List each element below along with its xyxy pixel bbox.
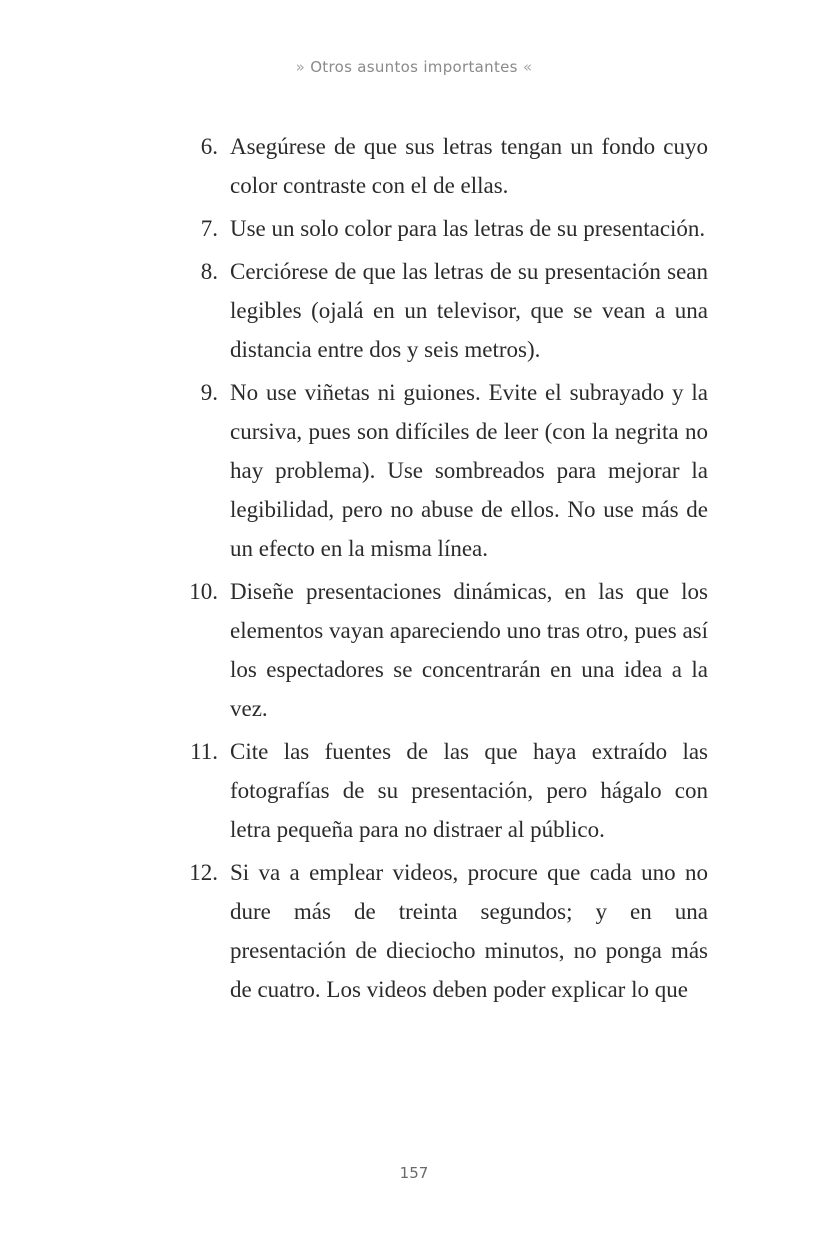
list-item-text: No use viñetas ni guiones. Evite el subrayado y la cursiva, pues son difíciles de leer (con la negrita no hay problema). Use sombreados para mejorar la legibilidad, pero no abuse de ellos. No use más de un efecto en la misma línea. — [230, 380, 708, 561]
list-item-number: 7. — [200, 216, 218, 241]
list-item-number: 9. — [200, 380, 218, 405]
list-item — [0, 209, 828, 248]
numbered-list — [0, 127, 828, 1013]
list-item-text: Asegúrese de que sus letras tengan un fondo cuyo color contraste con el de ellas. — [230, 134, 708, 198]
list-item-text: Use un solo color para las letras de su presentación. — [230, 216, 706, 241]
header-title: Otros asuntos importantes — [310, 58, 518, 76]
list-item — [0, 127, 828, 205]
list-item-number: 12. — [189, 860, 218, 885]
header-left-mark: » — [295, 58, 306, 76]
list-item-number: 11. — [190, 739, 218, 764]
running-header — [0, 58, 828, 76]
header-right-mark: « — [522, 58, 533, 76]
list-item — [0, 572, 828, 728]
list-item-number: 6. — [200, 134, 218, 159]
list-item — [0, 853, 828, 1009]
list-item — [0, 252, 828, 369]
page-number: 157 — [399, 1164, 429, 1182]
list-item-text: Cerciórese de que las letras de su presentación sean legibles (ojalá en un televisor, que se vean a una distancia entre dos y seis metros). — [230, 259, 708, 362]
list-item-text: Cite las fuentes de las que haya extraído las fotografías de su presentación, pero hágalo con letra pequeña para no distraer al público. — [230, 739, 708, 842]
list-item-text: Diseñe presentaciones dinámicas, en las que los elementos vayan apareciendo uno tras otro, pues así los espectadores se concentrarán en una idea a la vez. — [230, 579, 708, 721]
list-item-text: Si va a emplear videos, procure que cada uno no dure más de treinta segundos; y en una presentación de dieciocho minutos, no ponga más de cuatro. Los videos deben poder explicar lo que — [230, 860, 708, 1002]
list-item — [0, 373, 828, 568]
list-item-number: 10. — [189, 579, 218, 604]
list-item — [0, 732, 828, 849]
list-item-number: 8. — [200, 259, 218, 284]
